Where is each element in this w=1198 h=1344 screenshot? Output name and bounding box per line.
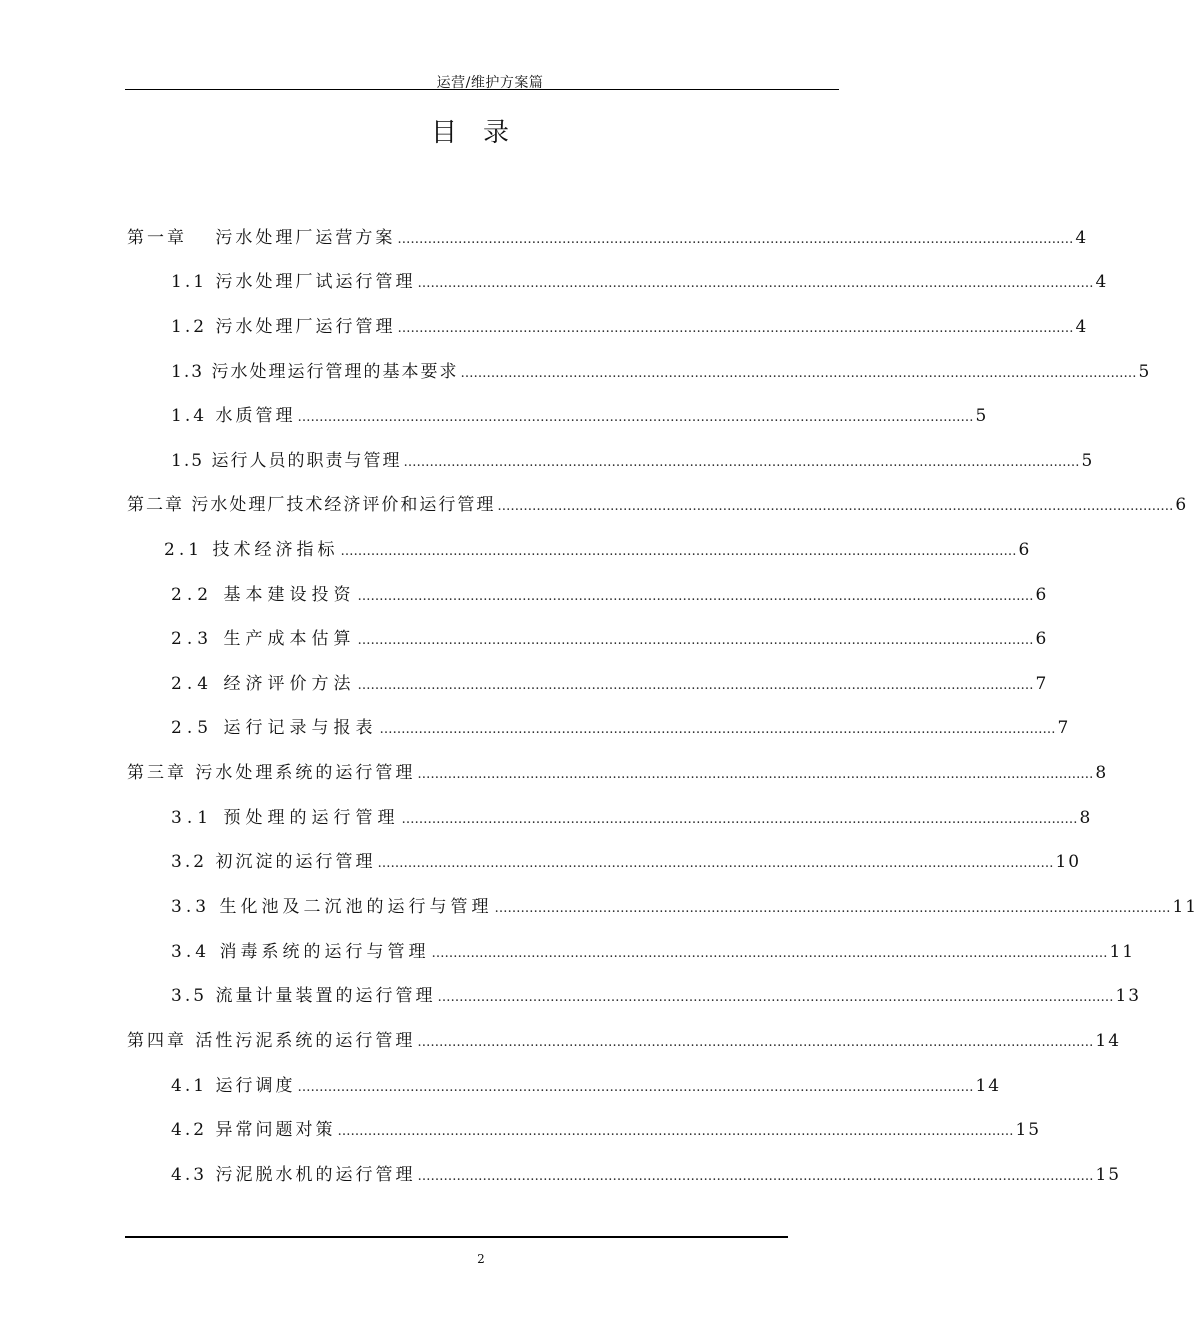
toc-entry-2-3[interactable] xyxy=(171,626,1049,652)
toc-entry-page: 11 xyxy=(1109,942,1136,962)
toc-entry-page: 15 xyxy=(1095,1165,1122,1185)
toc-entry-4-2[interactable] xyxy=(171,1117,1042,1143)
page-header-text: 运营/维护方案篇 xyxy=(436,75,544,91)
toc-entry-page: 14 xyxy=(1095,1031,1122,1051)
toc-leader-dots: ………………………………………………………………………………………………………………………………………… xyxy=(460,366,1137,381)
toc-entry-label: 2.3 生产成本估算 xyxy=(171,629,356,649)
toc-entry-page: 5 xyxy=(975,406,989,426)
toc-entry-page: 4 xyxy=(1075,317,1089,337)
toc-entry-label: 4.2 异常问题对策 xyxy=(171,1120,336,1140)
toc-entry-page: 5 xyxy=(1081,451,1095,471)
toc-entry-1-1[interactable] xyxy=(171,269,1109,295)
toc-leader-dots: ………………………………………………………………………………………………………………………………………… xyxy=(357,633,1034,648)
toc-entry-page: 6 xyxy=(1018,540,1032,560)
toc-entry-label: 3.1 预处理的运行管理 xyxy=(171,808,400,828)
toc-entry-label: 1.1 污水处理厂试运行管理 xyxy=(171,272,416,292)
toc-entry-3-5[interactable] xyxy=(171,983,1142,1009)
toc-entry-page: 5 xyxy=(1138,362,1152,382)
toc-leader-dots: ………………………………………………………………………………………………………………………………………… xyxy=(340,544,1017,559)
toc-entry-1-5[interactable] xyxy=(171,448,1095,474)
toc-entry-page: 7 xyxy=(1057,718,1071,738)
toc-leader-dots: ………………………………………………………………………………………………………………………………………… xyxy=(401,812,1078,827)
toc-entry-page: 4 xyxy=(1075,228,1089,248)
toc-entry-3-2[interactable] xyxy=(171,849,1082,875)
toc-entry-label: 第三章 污水处理系统的运行管理 xyxy=(127,763,416,783)
toc-entry-label: 第二章 污水处理厂技术经济评价和运行管理 xyxy=(127,495,496,515)
toc-entry-label: 3.3 生化池及二沉池的运行与管理 xyxy=(171,897,493,917)
toc-entry-page: 4 xyxy=(1095,272,1109,292)
toc-leader-dots: ………………………………………………………………………………………………………………………………………… xyxy=(397,232,1074,247)
toc-entry-chapter-2[interactable] xyxy=(127,492,1189,518)
toc-entry-label: 4.3 污泥脱水机的运行管理 xyxy=(171,1165,416,1185)
toc-entry-label: 1.4 水质管理 xyxy=(171,406,296,426)
toc-leader-dots: ………………………………………………………………………………………………………………………………………… xyxy=(437,990,1114,1005)
toc-leader-dots: ………………………………………………………………………………………………………………………………………… xyxy=(417,767,1094,782)
toc-entry-page: 6 xyxy=(1035,585,1049,605)
toc-leader-dots: ………………………………………………………………………………………………………………………………………… xyxy=(337,1124,1014,1139)
toc-leader-dots: ………………………………………………………………………………………………………………………………………… xyxy=(397,321,1074,336)
toc-entry-page: 10 xyxy=(1055,852,1082,872)
toc-leader-dots: ………………………………………………………………………………………………………………………………………… xyxy=(377,856,1054,871)
toc-entry-3-3[interactable] xyxy=(171,894,1198,920)
toc-entry-2-4[interactable] xyxy=(171,671,1049,697)
toc-entry-label: 3.4 消毒系统的运行与管理 xyxy=(171,942,430,962)
toc-entry-page: 7 xyxy=(1035,674,1049,694)
toc-entry-2-5[interactable] xyxy=(171,715,1071,741)
toc-leader-dots: ………………………………………………………………………………………………………………………………………… xyxy=(417,1169,1094,1184)
toc-entry-label: 1.3 污水处理运行管理的基本要求 xyxy=(171,362,459,382)
toc-leader-dots: ………………………………………………………………………………………………………………………………………… xyxy=(417,1035,1094,1050)
toc-title: 目录 xyxy=(430,118,535,148)
toc-entry-label: 3.2 初沉淀的运行管理 xyxy=(171,852,376,872)
toc-leader-dots: ………………………………………………………………………………………………………………………………………… xyxy=(431,946,1108,961)
toc-entry-1-3[interactable] xyxy=(171,359,1152,385)
toc-leader-dots: ………………………………………………………………………………………………………………………………………… xyxy=(497,499,1174,514)
toc-entry-label: 4.1 运行调度 xyxy=(171,1076,296,1096)
toc-entry-label: 1.5 运行人员的职责与管理 xyxy=(171,451,402,471)
toc-entry-2-2[interactable] xyxy=(171,582,1049,608)
toc-leader-dots: ………………………………………………………………………………………………………………………………………… xyxy=(297,410,974,425)
toc-entry-1-2[interactable] xyxy=(171,314,1089,340)
toc-entry-3-4[interactable] xyxy=(171,939,1136,965)
toc-entry-page: 6 xyxy=(1175,495,1189,515)
toc-entry-label: 2.2 基本建设投资 xyxy=(171,585,356,605)
toc-entry-label: 2.4 经济评价方法 xyxy=(171,674,356,694)
footer-rule xyxy=(125,1236,788,1238)
toc-entry-3-1[interactable] xyxy=(171,805,1093,831)
toc-entry-page: 8 xyxy=(1079,808,1093,828)
toc-entry-label: 1.2 污水处理厂运行管理 xyxy=(171,317,396,337)
toc-leader-dots: ………………………………………………………………………………………………………………………………………… xyxy=(494,901,1171,916)
toc-entry-page: 11 xyxy=(1172,897,1198,917)
toc-entry-label: 2.5 运行记录与报表 xyxy=(171,718,378,738)
toc-leader-dots: ………………………………………………………………………………………………………………………………………… xyxy=(357,678,1034,693)
toc-entry-chapter-3[interactable] xyxy=(127,760,1109,786)
toc-entry-label: 第一章 污水处理厂运营方案 xyxy=(127,228,396,248)
toc-entry-page: 15 xyxy=(1015,1120,1042,1140)
toc-entry-chapter-4[interactable] xyxy=(127,1028,1122,1054)
toc-leader-dots: ………………………………………………………………………………………………………………………………………… xyxy=(417,276,1094,291)
toc-entry-label: 第四章 活性污泥系统的运行管理 xyxy=(127,1031,416,1051)
toc-entry-1-4[interactable] xyxy=(171,403,989,429)
toc-entry-label: 2.1 技术经济指标 xyxy=(164,540,339,560)
toc-entry-label: 3.5 流量计量装置的运行管理 xyxy=(171,986,436,1006)
toc-entry-page: 14 xyxy=(975,1076,1002,1096)
toc-leader-dots: ………………………………………………………………………………………………………………………………………… xyxy=(379,722,1056,737)
toc-entry-chapter-1[interactable] xyxy=(127,225,1089,251)
toc-leader-dots: ………………………………………………………………………………………………………………………………………… xyxy=(357,589,1034,604)
page-number: 2 xyxy=(477,1252,485,1266)
toc-entry-2-1[interactable] xyxy=(164,537,1032,563)
toc-entry-page: 6 xyxy=(1035,629,1049,649)
toc-entry-page: 8 xyxy=(1095,763,1109,783)
toc-leader-dots: ………………………………………………………………………………………………………………………………………… xyxy=(297,1080,974,1095)
toc-entry-4-1[interactable] xyxy=(171,1073,1002,1099)
toc-leader-dots: ………………………………………………………………………………………………………………………………………… xyxy=(403,455,1080,470)
toc-entry-page: 13 xyxy=(1115,986,1142,1006)
toc-entry-4-3[interactable] xyxy=(171,1162,1122,1188)
